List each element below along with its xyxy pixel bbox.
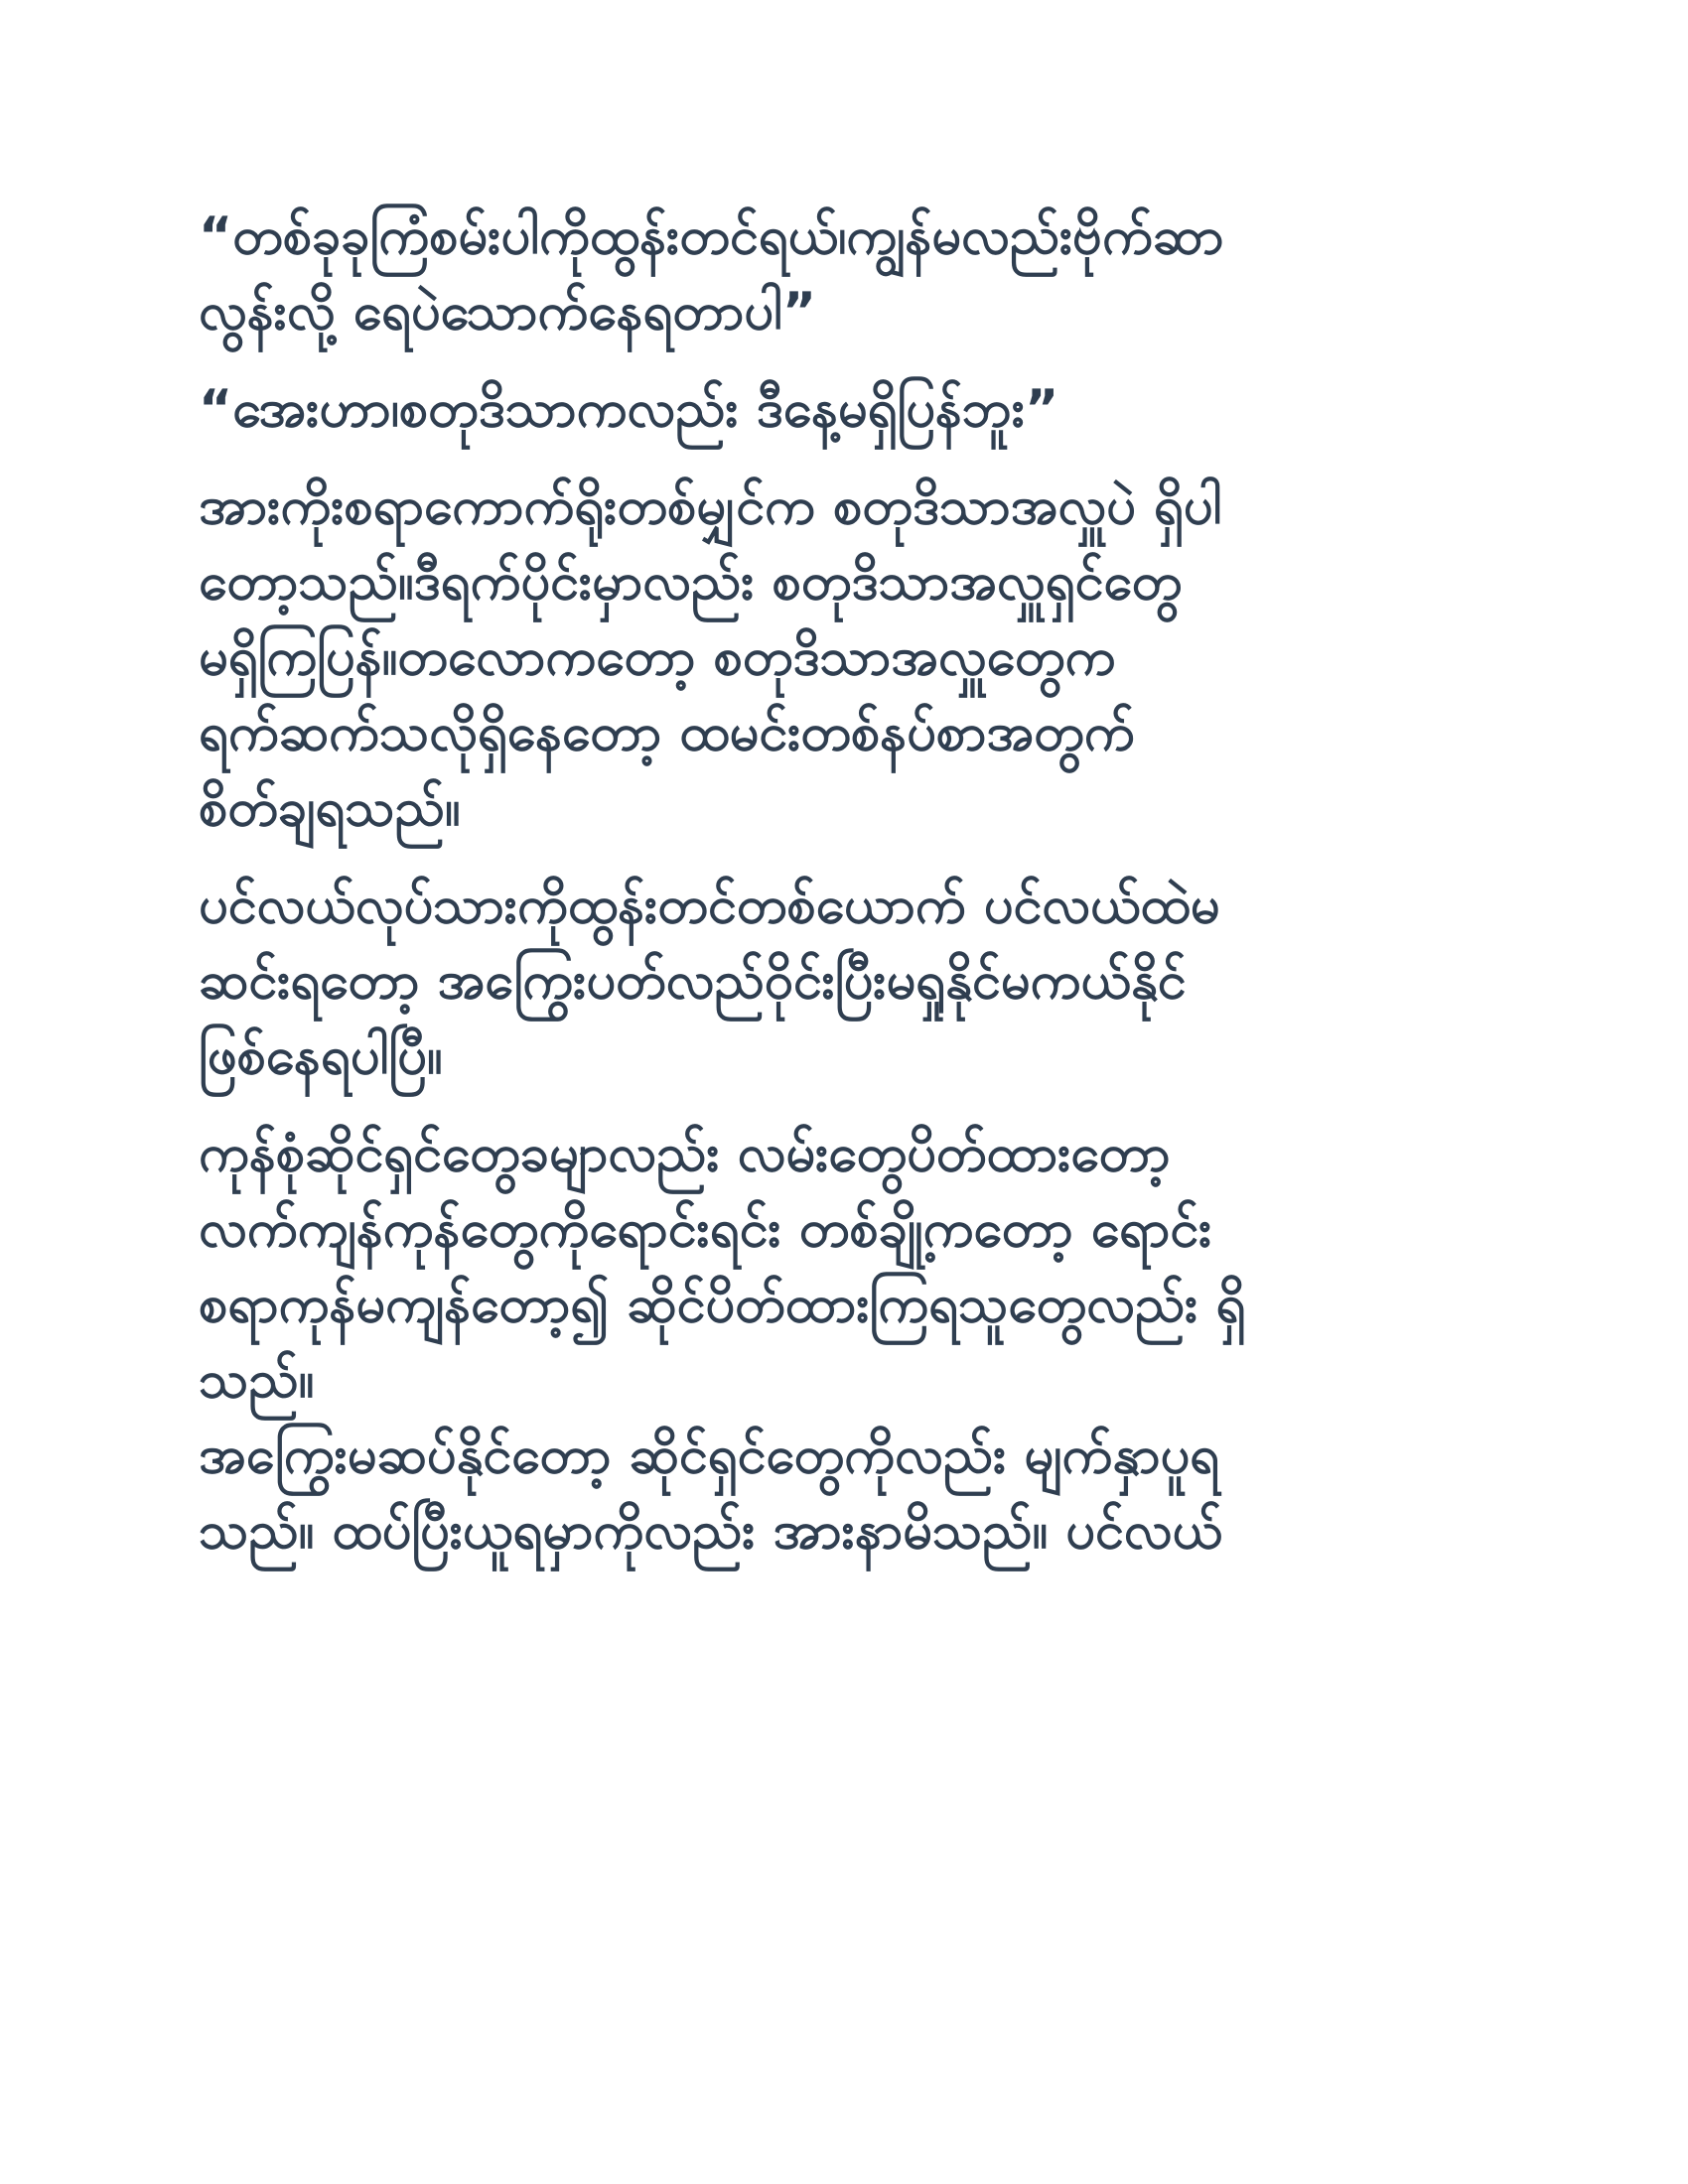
text-line: လွန်းလို့ ရေပဲသောက်နေရတာပါ” <box>199 282 817 341</box>
paragraph-3 <box>199 469 1489 846</box>
paragraph-4 <box>199 868 1489 1094</box>
text-line: ပင်လယ်လုပ်သားကိုထွန်းတင်တစ်ယောက် ပင်လယ်ထဲမ <box>199 876 1220 935</box>
text-line: “တစ်ခုခုကြံစမ်းပါကိုထွန်းတင်ရယ်၊ကျွန်မလည်းဗိုက်ဆာ <box>199 206 1224 266</box>
text-line: ဖြစ်နေရပါပြီ။ <box>199 1026 443 1086</box>
paragraph-1 <box>199 199 1489 349</box>
text-line: လက်ကျန်ကုန်တွေကိုရောင်းရင်း တစ်ချို့ကတော့ ရောင်း <box>199 1199 1212 1259</box>
text-line: အားကိုးစရာကောက်ရိုးတစ်မျှင်က စတုဒိသာအလှူပဲ ရှိပါ <box>199 477 1222 536</box>
body-text <box>199 199 1489 1590</box>
text-line: ဆင်းရတော့ အကြွေးပတ်လည်ဝိုင်းပြီးမရှုနိုင်မကယ်နိုင် <box>199 951 1187 1011</box>
text-line: တော့သည်။ဒီရက်ပိုင်းမှာလည်း စတုဒိသာအလှူရှင်တွေ <box>199 552 1183 612</box>
text-line: ကုန်စုံဆိုင်ရှင်တွေခမျာလည်း လမ်းတွေပိတ်ထားတော့ <box>199 1124 1171 1183</box>
text-line: သည်။ <box>199 1350 315 1410</box>
text-line: အကြွေးမဆပ်နိုင်တော့ ဆိုင်ရှင်တွေကိုလည်း မျက်နှာပူရ <box>199 1426 1219 1485</box>
text-line: မရှိကြပြန်။တလောကတော့ စတုဒိသာအလှူတွေက <box>199 627 1116 687</box>
text-line: သည်။ ထပ်ပြီးယူရမှာကိုလည်း အားနာမိသည်။ ပင်လယ် <box>199 1501 1222 1561</box>
text-line: စိတ်ချရသည်။ <box>199 778 461 838</box>
paragraph-2 <box>199 371 1489 447</box>
text-line: စရာကုန်မကျန်တော့၍ ဆိုင်ပိတ်ထားကြရသူတွေလည်း ရှိ <box>199 1275 1246 1334</box>
text-line: “အေးဟာ၊စတုဒိသာကလည်း ဒီနေ့မရှိပြန်ဘူး” <box>199 379 1059 439</box>
paragraph-5 <box>199 1116 1489 1418</box>
paragraph-6 <box>199 1418 1489 1569</box>
text-line: ရက်ဆက်သလိုရှိနေတော့ ထမင်းတစ်နပ်စာအတွက် <box>199 703 1135 762</box>
